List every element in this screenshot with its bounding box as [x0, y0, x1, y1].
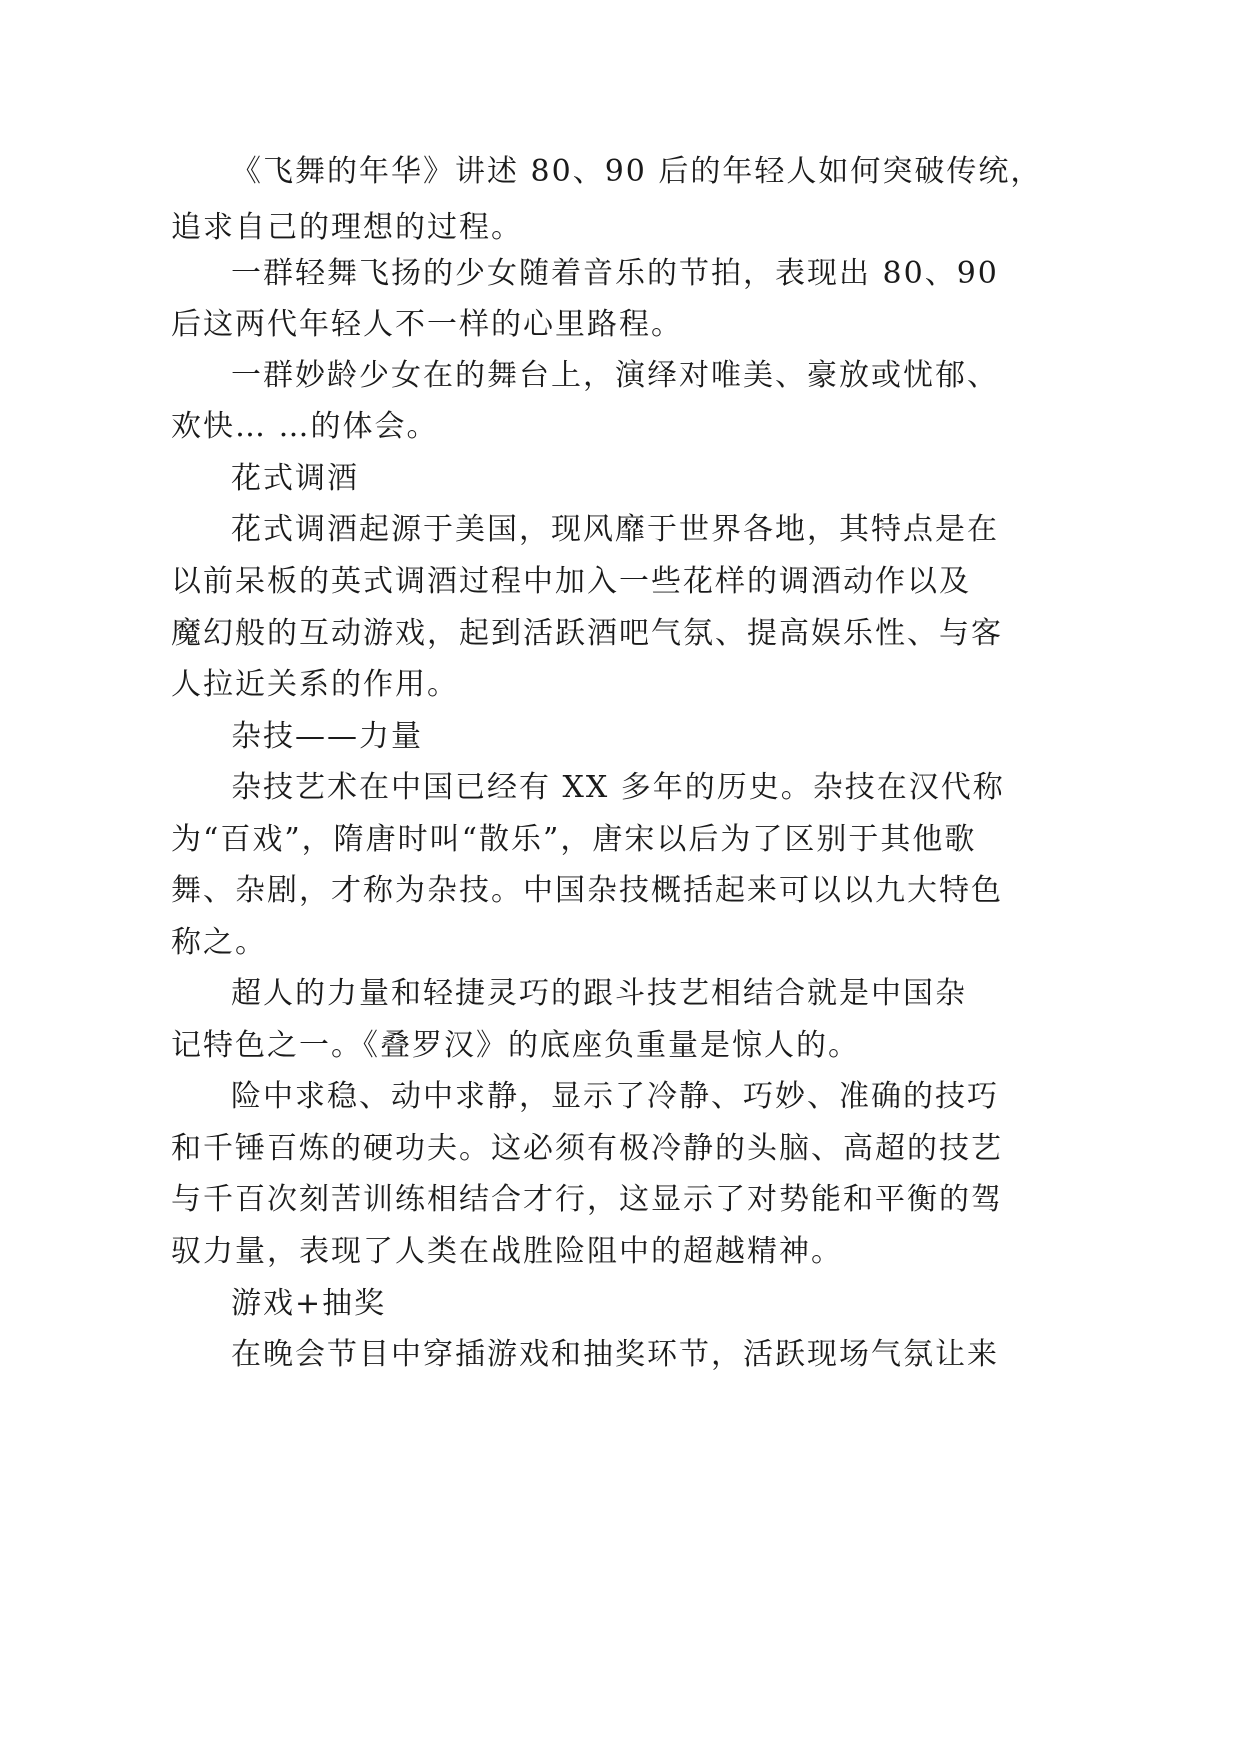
text-line: 超人的力量和轻捷灵巧的跟斗技艺相结合就是中国杂: [231, 976, 967, 1011]
text-line: 以前呆板的英式调酒过程中加入一些花样的调酒动作以及: [171, 564, 971, 599]
text-line: 一群轻舞飞扬的少女随着音乐的节拍，表现出 80、90: [231, 256, 999, 291]
text-line: 险中求稳、动中求静，显示了冷静、巧妙、准确的技巧: [231, 1079, 999, 1114]
text-line: 和千锤百炼的硬功夫。这必须有极冷静的头脑、高超的技艺: [171, 1131, 1003, 1166]
text-line: 杂技艺术在中国已经有 XX 多年的历史。杂技在汉代称: [231, 770, 1005, 805]
section-heading: 花式调酒: [231, 461, 359, 496]
text-line: 《飞舞的年华》讲述 80、90 后的年轻人如何突破传统，: [231, 154, 1043, 189]
text-line: 魔幻般的互动游戏，起到活跃酒吧气氛、提高娱乐性、与客: [171, 616, 1003, 651]
text-line: 欢快… …的体会。: [171, 409, 439, 444]
text-line: 称之。: [171, 925, 267, 960]
text-line: 在晚会节目中穿插游戏和抽奖环节，活跃现场气氛让来: [231, 1337, 999, 1372]
text-line: 人拉近关系的作用。: [171, 667, 459, 702]
section-heading: 游戏+抽奖: [231, 1286, 387, 1321]
text-line: 驭力量，表现了人类在战胜险阻中的超越精神。: [171, 1234, 843, 1269]
text-line: 与千百次刻苦训练相结合才行，这显示了对势能和平衡的驾: [171, 1182, 1003, 1217]
text-line: 为“百戏”，隋唐时叫“散乐”，唐宋以后为了区别于其他歌: [171, 822, 977, 857]
text-line: 后这两代年轻人不一样的心里路程。: [171, 307, 683, 342]
text-line: 记特色之一。《叠罗汉》的底座负重量是惊人的。: [171, 1028, 860, 1063]
text-line: 花式调酒起源于美国，现风靡于世界各地，其特点是在: [231, 512, 999, 547]
text-line: 一群妙龄少女在的舞台上，演绎对唯美、豪放或忧郁、: [231, 358, 999, 393]
text-line: 追求自己的理想的过程。: [171, 210, 523, 245]
section-heading: 杂技——力量: [231, 719, 423, 754]
text-line: 舞、杂剧，才称为杂技。中国杂技概括起来可以以九大特色: [171, 873, 1003, 908]
